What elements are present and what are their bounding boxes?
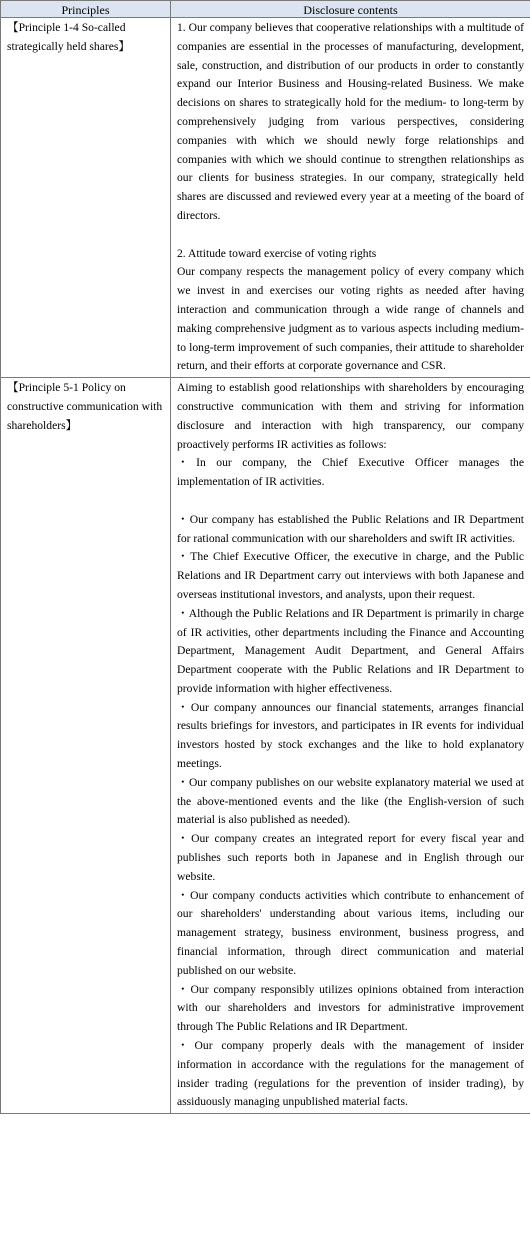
disclosure-bullet: ・Our company properly deals with the management of insider information in accordance with the regulations for the management of insider trading (regulations for the prevention of insider trading), by assiduously managing unpublished material facts. xyxy=(177,1039,524,1109)
disclosure-bullet: ・Our company publishes on our website explanatory material we used at the above-mentioned events and the like (the English-version of such material is also published as needed). xyxy=(177,775,524,827)
disclosure-bullet: ・Our company announces our financial statements, arranges financial results briefings for investors, and participates in IR events for individual investors hosted by stock exchanges and the like to hold explanatory meetings. xyxy=(177,700,524,771)
disclosure-bullet: ・Our company has established the Public Relations and IR Department for rational communication with our shareholders and swift IR activities. xyxy=(177,512,524,545)
disclosure-bullet: ・Although the Public Relations and IR Department is primarily in charge of IR activities, other departments including the Finance and Accounting Department, Management Audit Department, and General Affairs Department cooperate with the Public Relations and IR Department to provide information with higher effectiveness. xyxy=(177,606,524,695)
disclosure-paragraph: Our company respects the management policy of every company which we invest in and exercises our voting rights as needed after having interaction and communication through a wide range of channels and making comprehensive judgment as to various aspects including medium- to long-term improvement of such companies, their attitude to shareholder return, and their efforts at corporate governance and CSR. xyxy=(177,265,524,373)
header-principles: Principles xyxy=(1,1,171,18)
paragraph-spacer xyxy=(177,226,524,245)
disclosure-paragraph: 1. Our company believes that cooperative relationships with a multitude of companies are essential in the processes of manufacturing, development, sale, construction, and distribution of our products in order to constantly expand our Interior Business and Housing-related Business. We make decisions on shares to strategically hold for the medium- to long-term by comprehensively judging from various perspectives, considering companies with which we should newly forge relationships and companies with which we should continue to strengthen relationships as our clients for business strategies. In our company, strategically held shares are discussed and reviewed every year at a meeting of the board of directors. xyxy=(177,21,524,222)
disclosure-bullet: ・Our company conducts activities which contribute to enhancement of our shareholders' understanding about various items, including our management strategy, business environment, business progress, and financial information, through direct communication and material published on our website. xyxy=(177,888,524,977)
disclosure-bullet: ・Our company responsibly utilizes opinions obtained from interaction with our shareholders and investors for administrative improvement through The Public Relations and IR Department. xyxy=(177,982,524,1034)
principle-1-4-disclosure xyxy=(171,18,530,378)
table-row xyxy=(1,18,530,378)
disclosure-subheading: 2. Attitude toward exercise of voting rights xyxy=(177,246,377,260)
principle-5-1-disclosure xyxy=(171,378,530,1114)
disclosure-bullet: ・The Chief Executive Officer, the executive in charge, and the Public Relations and IR Department carry out interviews with both Japanese and overseas institutional investors, and analysts, upon their request. xyxy=(177,550,524,601)
paragraph-spacer xyxy=(177,492,524,511)
table-header-row xyxy=(1,1,530,18)
principle-5-1-cell: 【Principle 5-1 Policy on constructive communication with shareholders】 xyxy=(1,378,171,1114)
disclosure-bullet: ・In our company, the Chief Executive Officer manages the implementation of IR activities. xyxy=(177,456,524,489)
header-disclosure-contents: Disclosure contents xyxy=(171,1,530,18)
disclosure-paragraph: Aiming to establish good relationships with shareholders by encouraging constructive communication with them and striving for information disclosure and interaction with high transparency, our company proactively performs IR activities as follows: xyxy=(177,381,524,451)
table-row xyxy=(1,378,530,1114)
disclosure-bullet: ・Our company creates an integrated report for every fiscal year and publishes such reports both in Japanese and in English through our website. xyxy=(177,832,524,883)
principle-1-4-cell: 【Principle 1-4 So-called strategically held shares】 xyxy=(1,18,171,378)
